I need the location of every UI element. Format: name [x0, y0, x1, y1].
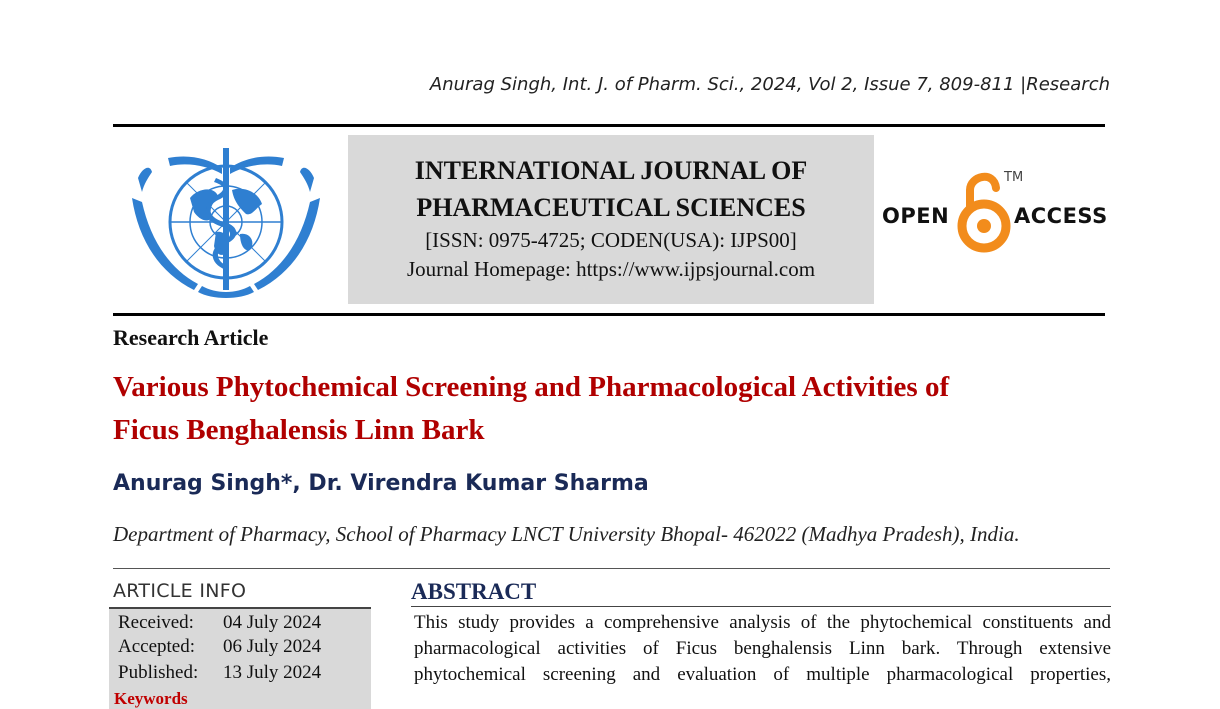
abstract-line: pharmacological activities of Ficus benghalensis Linn bark. Through extensive — [414, 638, 1111, 659]
article-title — [113, 366, 1113, 452]
open-access-left-text: OPEN — [882, 204, 950, 228]
info-label: Accepted: — [118, 636, 196, 657]
section-divider — [113, 568, 1110, 569]
abstract-heading: ABSTRACT — [411, 579, 537, 604]
info-value: 13 July 2024 — [223, 662, 322, 683]
journal-homepage: Journal Homepage: https://www.ijpsjournal.com — [406, 257, 816, 281]
info-row-received — [118, 612, 321, 634]
info-value: 04 July 2024 — [223, 612, 322, 633]
article-title-line2: Ficus Benghalensis Linn Bark — [113, 414, 485, 446]
article-type-label: Research Article — [113, 325, 269, 350]
journal-title-line2: PHARMACEUTICAL SCIENCES — [416, 193, 806, 222]
journal-issn: [ISSN: 0975-4725; CODEN(USA): IJPS00] — [425, 228, 797, 252]
article-info-heading: ARTICLE INFO — [113, 580, 247, 602]
abstract-heading-underline — [411, 606, 1111, 607]
masthead-bottom-rule — [113, 313, 1105, 316]
keywords-label: Keywords — [114, 689, 188, 708]
journal-title — [348, 152, 874, 226]
abstract-line: phytochemical screening and evaluation of multiple pharmacological properties, — [414, 664, 1111, 685]
info-row-published — [118, 662, 321, 684]
info-label: Published: — [118, 662, 199, 683]
journal-masthead — [348, 135, 874, 304]
open-access-right-text: ACCESS — [1014, 204, 1108, 228]
journal-title-line1: INTERNATIONAL JOURNAL OF — [414, 156, 808, 185]
trademark-mark: TM — [1004, 170, 1024, 185]
abstract-body — [414, 610, 1111, 688]
top-rule — [113, 124, 1105, 127]
running-header-citation: Anurag Singh, Int. J. of Pharm. Sci., 2024, Vol 2, Issue 7, 809-811 |Research — [429, 74, 1110, 95]
who-emblem-logo — [128, 138, 324, 306]
article-title-line1: Various Phytochemical Screening and Pharmacological Activities of — [113, 371, 950, 403]
info-label: Received: — [118, 612, 194, 633]
info-row-accepted — [118, 636, 321, 658]
article-info-box — [109, 607, 371, 709]
article-authors: Anurag Singh*, Dr. Virendra Kumar Sharma — [113, 471, 649, 496]
open-access-logo — [880, 168, 1110, 258]
author-affiliation: Department of Pharmacy, School of Pharmacy LNCT University Bhopal- 462022 (Madhya Pradesh), India. — [113, 522, 1020, 546]
abstract-line: This study provides a comprehensive analysis of the phytochemical constituents and — [414, 612, 1111, 633]
info-value: 06 July 2024 — [223, 636, 322, 657]
